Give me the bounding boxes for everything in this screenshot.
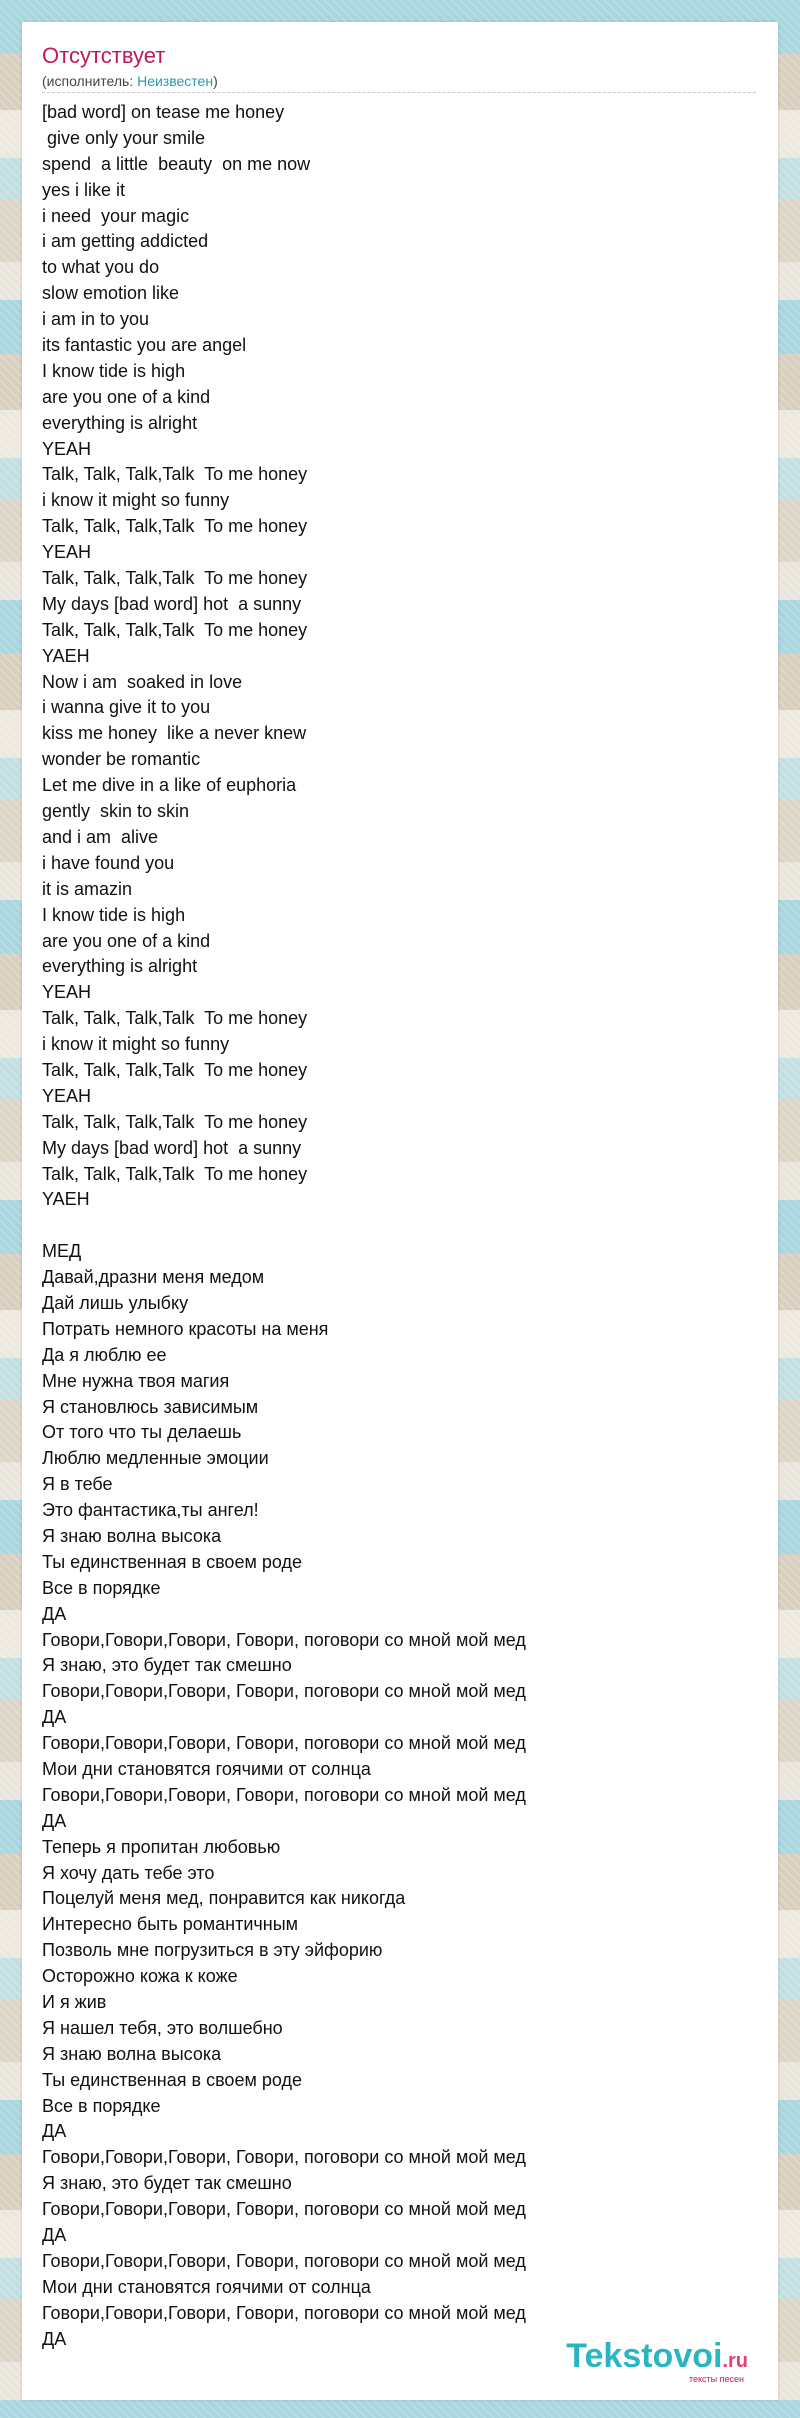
lyric-line: I know tide is high [42, 360, 186, 381]
lyric-line: YEAH [42, 982, 92, 1003]
lyric-line: spend a little beauty on me now [42, 153, 311, 174]
lyric-line: Говори,Говори,Говори, Говори, поговори со мной мой мед [42, 1681, 526, 1702]
lyric-line: i need your magic [42, 205, 190, 226]
lyric-line: Это фантастика,ты ангел! [42, 1500, 259, 1521]
lyric-line: ДА [42, 2121, 67, 2142]
lyric-line: i am getting addicted [42, 231, 209, 252]
lyric-line: Позволь мне погрузиться в эту эйфорию [42, 1940, 383, 1961]
lyric-line: Говори,Говори,Говори, Говори, поговори со мной мой мед [42, 1784, 526, 1805]
song-title: Отсутствует [42, 43, 166, 68]
lyric-line: Я в тебе [42, 1474, 113, 1495]
lyric-line: Говори,Говори,Говори, Говори, поговори со мной мой мед [42, 2250, 526, 2271]
lyric-line: Мои дни становятся гоячими от солнца [42, 1759, 371, 1779]
artist-line [42, 72, 218, 90]
lyric-line [42, 1213, 526, 1239]
lyric-line: Talk, Talk, Talk,Talk To me honey [42, 464, 308, 485]
lyric-line: Я хочу дать тебе это [42, 1862, 215, 1883]
lyric-line: are you one of a kind [42, 930, 211, 951]
lyric-line: I know tide is high [42, 904, 186, 925]
lyric-line: Интересно быть романтичным [42, 1914, 299, 1935]
lyric-line: everything is alright [42, 956, 198, 977]
lyric-line: Давай,дразни меня медом [42, 1267, 265, 1288]
lyric-line: Говори,Говори,Говори, Говори, поговори со мной мой мед [42, 1629, 526, 1650]
lyric-line: its fantastic you are angel [42, 335, 247, 356]
lyric-line: i have found you [42, 852, 175, 873]
lyric-line: it is amazin [42, 878, 133, 899]
lyric-line: ДА [42, 1707, 67, 1728]
lyric-line: i know it might so funny [42, 490, 230, 511]
lyric-line: YEAH [42, 438, 92, 459]
lyric-line: Я знаю, это будет так смешно [42, 1655, 292, 1676]
logo-name: Tekstovoi [566, 2337, 723, 2375]
lyric-line: slow emotion like [42, 283, 180, 304]
lyric-line: И я жив [42, 1992, 107, 2013]
lyric-line: Поцелуй меня мед, понравится как никогда [42, 1888, 406, 1909]
lyric-line: Говори,Говори,Говори, Говори, поговори со мной мой мед [42, 1733, 526, 1754]
lyric-line: Я знаю, это будет так смешно [42, 2173, 292, 2194]
lyrics-text [42, 100, 526, 2352]
lyric-line: Let me dive in a like of euphoria [42, 775, 297, 796]
site-logo[interactable] [566, 2339, 748, 2384]
lyric-line: Теперь я пропитан любовью [42, 1836, 281, 1857]
lyric-line: ДА [42, 1810, 67, 1831]
artist-link[interactable]: Неизвестен [137, 73, 214, 89]
lyric-line: YEAH [42, 542, 92, 563]
lyric-line: ДА [42, 1603, 67, 1624]
lyric-line: Talk, Talk, Talk,Talk To me honey [42, 1163, 308, 1184]
lyric-line: Мои дни становятся гоячими от солнца [42, 2276, 371, 2297]
lyric-line: Talk, Talk, Talk,Talk To me honey [42, 1111, 308, 1132]
lyrics-card [22, 22, 778, 2400]
lyric-line: [bad word] on tease me honey [42, 102, 285, 122]
artist-prefix: (исполнитель: [42, 73, 138, 89]
lyric-line: Говори,Говори,Говори, Говори, поговори со мной мой мед [42, 2147, 526, 2168]
lyric-line: My days [bad word] hot a sunny [42, 1137, 302, 1158]
lyric-line: i know it might so funny [42, 1034, 230, 1055]
lyric-line: Мне нужна твоя магия [42, 1370, 230, 1391]
lyric-line: i wanna give it to you [42, 697, 211, 718]
lyric-line: Talk, Talk, Talk,Talk To me honey [42, 619, 308, 640]
lyric-line: Ты единственная в своем роде [42, 1551, 302, 1572]
logo-tagline: тексты песен [688, 2374, 744, 2384]
lyric-line: МЕД [42, 1241, 82, 1262]
lyric-line: gently skin to skin [42, 801, 190, 822]
lyric-line: ДА [42, 2328, 67, 2349]
logo-tld: .ru [722, 2350, 748, 2372]
lyric-line: wonder be romantic [42, 749, 201, 770]
lyric-line: Все в порядке [42, 1577, 161, 1598]
lyric-line: i am in to you [42, 309, 150, 330]
lyric-line: Now i am soaked in love [42, 671, 243, 692]
lyric-line: Да я люблю ее [42, 1344, 167, 1365]
lyric-line: Я знаю волна высока [42, 2043, 222, 2064]
artist-suffix: ) [213, 73, 218, 89]
lyric-line: Talk, Talk, Talk,Talk To me honey [42, 1059, 308, 1080]
lyric-line: Говори,Говори,Говори, Говори, поговори со мной мой мед [42, 2199, 526, 2220]
lyric-line: give only your smile [42, 127, 206, 148]
lyric-line: kiss me honey like a never knew [42, 723, 307, 744]
lyric-line: От того что ты делаешь [42, 1422, 242, 1443]
lyric-line: Люблю медленные эмоции [42, 1448, 269, 1469]
lyric-line: YAEH [42, 1189, 90, 1210]
lyric-line: Все в порядке [42, 2095, 161, 2116]
lyric-line: Потрать немного красоты на меня [42, 1318, 329, 1339]
lyric-line: Talk, Talk, Talk,Talk To me honey [42, 568, 308, 589]
lyric-line: Ты единственная в своем роде [42, 2069, 302, 2090]
lyric-line: ДА [42, 2225, 67, 2246]
lyric-line: YEAH [42, 1085, 92, 1106]
lyric-line: Дай лишь улыбку [42, 1292, 189, 1313]
lyric-line: Talk, Talk, Talk,Talk To me honey [42, 1008, 308, 1029]
lyric-line: and i am alive [42, 826, 159, 847]
lyric-line: Осторожно кожа к коже [42, 1966, 238, 1987]
lyric-line: Я знаю волна высока [42, 1525, 222, 1546]
lyric-line: yes i like it [42, 179, 126, 200]
lyric-line: YAEH [42, 645, 90, 666]
lyric-line: Talk, Talk, Talk,Talk To me honey [42, 516, 308, 537]
lyric-line: to what you do [42, 257, 160, 278]
lyric-line: My days [bad word] hot a sunny [42, 593, 302, 614]
lyric-line: Я нашел тебя, это волшебно [42, 2017, 283, 2038]
lyric-line: Я становлюсь зависимым [42, 1396, 259, 1417]
lyric-line: are you one of a kind [42, 386, 211, 407]
header-divider [42, 92, 756, 93]
lyric-line: Говори,Говори,Говори, Говори, поговори со мной мой мед [42, 2302, 526, 2323]
lyric-line: everything is alright [42, 412, 198, 433]
